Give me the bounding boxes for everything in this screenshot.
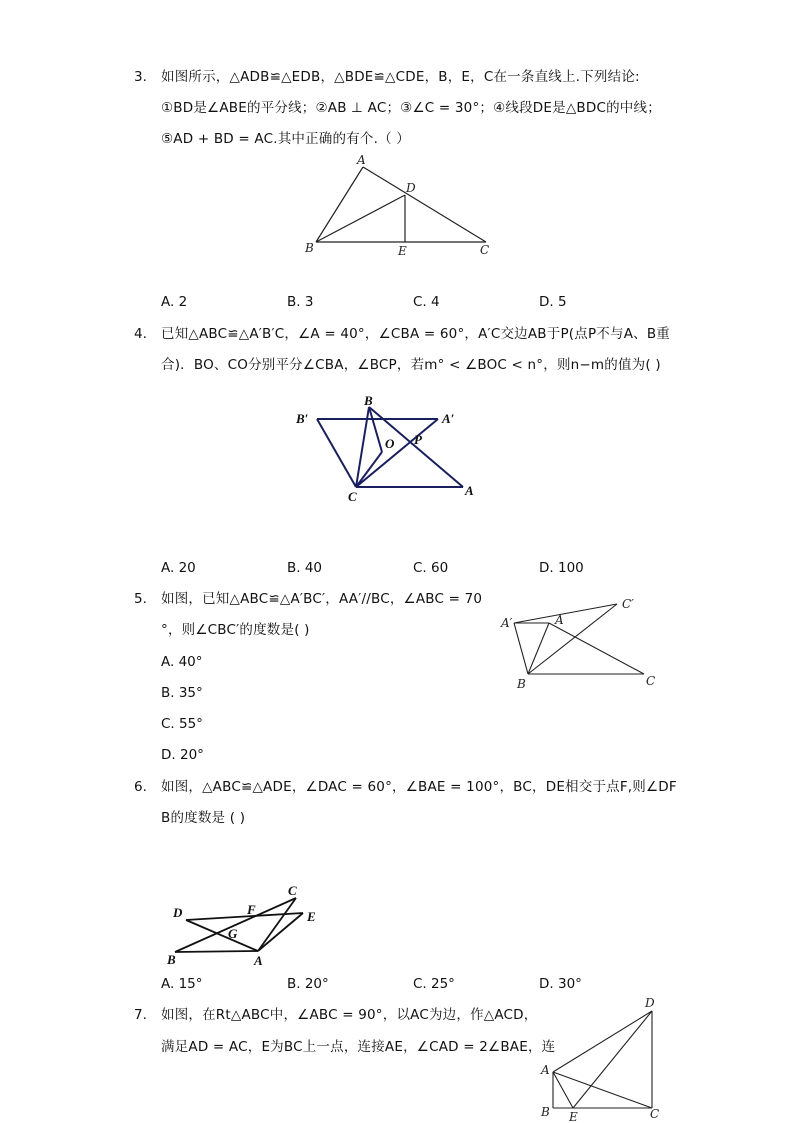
q6-stem-line1: 如图，△ABC≌△ADE，∠DAC = 60°，∠BAE = 100°，BC，DE相交于点F,则∠DF [161,779,677,795]
q7-label-e: E [569,1110,578,1123]
q6-option-c[interactable]: C. 25° [413,976,455,992]
q6-option-a[interactable]: A. 15° [161,976,203,992]
q4-label-b: B [364,393,373,408]
q5-option-a[interactable]: A. 40° [161,654,203,670]
q3-label-c: C [480,243,490,257]
q7-label-b: B [541,1105,550,1119]
q7-segment-ac [553,1072,652,1108]
q5-label-a: A [555,613,564,627]
q6-option-b[interactable]: B. 20° [287,976,329,992]
q6-label-a: A [254,953,263,968]
q4-label-c: C [348,489,357,504]
q3-label-a: A [357,153,366,167]
q7-label-c: C [650,1107,660,1121]
q6-label-e: E [307,909,316,924]
q5-option-c[interactable]: C. 55° [161,716,203,732]
q4-stem-line1: 已知△ABC≌△A′B′C，∠A = 40°，∠CBA = 60°，A′C交边AB于P(点P不与A、B重 [161,326,670,342]
q7-segment-ae [553,1072,573,1108]
q5-label-c: C [646,674,656,688]
q4-stem-line2: 合)．BO、CO分别平分∠CBA，∠BCP，若m° < ∠BOC < n°，则n−m的值为( ) [161,357,661,373]
q7-stem-line2: 满足AD = AC，E为BC上一点，连接AE，∠CAD = 2∠BAE，连 [161,1039,556,1055]
q5-label-a-prime: A′ [501,616,513,630]
q3-label-e: E [398,244,407,258]
q5-option-d[interactable]: D. 20° [161,747,204,763]
q5-option-b[interactable]: B. 35° [161,685,203,701]
q5-label-b: B [517,677,526,691]
q6-number: 6. [134,779,147,795]
q3-option-b[interactable]: B. 3 [287,294,314,310]
q7-stem-line1: 如图，在Rt△ABC中，∠ABC = 90°，以AC为边，作△ACD， [161,1007,538,1023]
q3-stem-line3: ⑤AD + BD = AC.其中正确的有个.（ ） [161,131,410,147]
q6-label-c: C [288,883,297,898]
q6-label-g: G [228,926,238,941]
q4-label-a: A [465,483,474,498]
q3-label-d: D [406,181,416,195]
q3-label-b: B [305,241,314,255]
q3-number: 3. [134,69,147,85]
q4-option-c[interactable]: C. 60 [413,560,449,576]
q3-option-a[interactable]: A. 2 [161,294,188,310]
q4-option-d[interactable]: D. 100 [539,560,584,576]
q7-number: 7. [134,1007,147,1023]
q4-label-b-prime: B′ [296,411,309,426]
q3-option-c[interactable]: C. 4 [413,294,440,310]
q3-stem-line2: ①BD是∠ABE的平分线；②AB ⊥ AC；③∠C = 30°；④线段DE是△BDC的中线； [161,100,661,116]
q6-label-b: B [167,952,176,967]
q3-option-d[interactable]: D. 5 [539,294,567,310]
q5-label-c-prime: C′ [622,597,634,611]
q6-stem-line2: B的度数是 ( ) [161,810,246,826]
q5-number: 5. [134,591,147,607]
q3-stem-line1: 如图所示，△ADB≌△EDB，△BDE≌△CDE，B，E，C在一条直线上.下列结论: [161,69,640,85]
q4-option-b[interactable]: B. 40 [287,560,323,576]
q7-label-a: A [541,1063,550,1077]
q4-label-o: O [385,436,395,451]
q6-option-d[interactable]: D. 30° [539,976,582,992]
q4-number: 4. [134,326,147,342]
q5-stem-line1: 如图，已知△ABC≌△A′BC′，AA′//BC，∠ABC = 70 [161,591,483,607]
q5-stem-line2: °，则∠CBC′的度数是( ) [161,622,310,638]
q4-label-a-prime: A′ [442,411,455,426]
q4-option-a[interactable]: A. 20 [161,560,196,576]
q4-label-p: P [414,432,422,447]
q6-label-f: F [247,902,256,917]
q7-segment-ad [553,1011,652,1072]
q7-label-d: D [645,996,655,1010]
q6-label-d: D [173,905,183,920]
